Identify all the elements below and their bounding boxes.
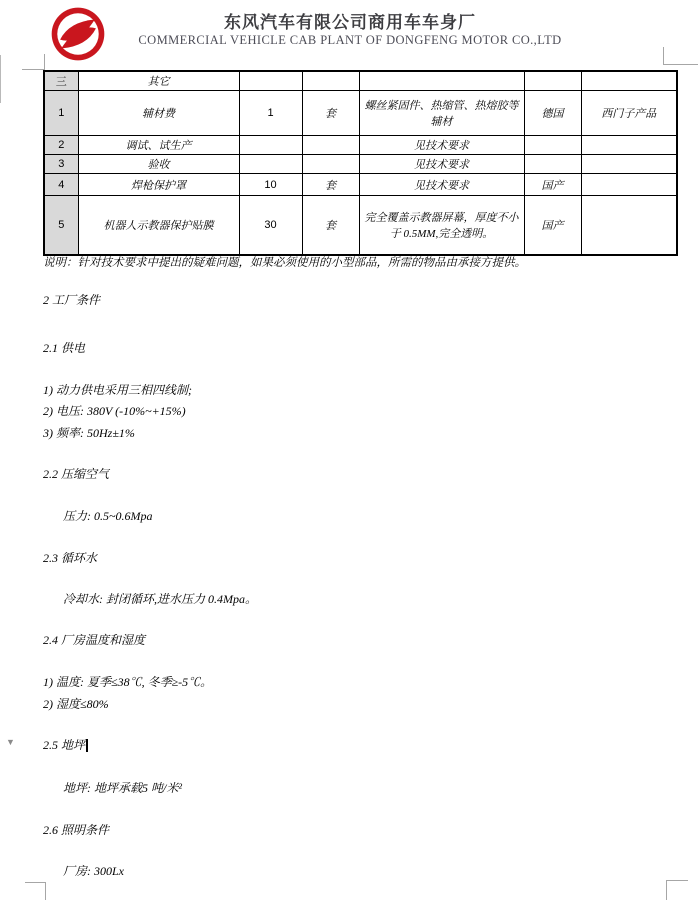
row-desc: 见技术要求 — [359, 174, 524, 196]
row-no: 1 — [44, 91, 78, 136]
power-item-2: 2) 电压: 380V (-10%~+15%) — [43, 404, 186, 418]
company-title-cn: 东风汽车有限公司商用车车身厂 — [224, 13, 476, 32]
row-name: 焊枪保护罩 — [78, 174, 239, 196]
section-2-2-title: 2.2 压缩空气 — [43, 467, 110, 481]
page-corner-mark-top-right — [663, 47, 698, 65]
row-name: 辅材费 — [78, 91, 239, 136]
text-cursor — [86, 739, 88, 752]
row-no: 5 — [44, 196, 78, 255]
company-title-en: COMMERCIAL VEHICLE CAB PLANT OF DONGFENG MOTOR CO.,LTD — [138, 33, 562, 47]
collapse-triangle-icon[interactable]: ▼ — [6, 737, 15, 747]
table-row — [44, 155, 677, 174]
row-origin: 国产 — [524, 174, 581, 196]
table-section-row — [44, 71, 677, 91]
row-name: 机器人示教器保护贴膜 — [78, 196, 239, 255]
row-name: 调试、试生产 — [78, 136, 239, 155]
row-desc: 见技术要求 — [359, 155, 524, 174]
power-item-1: 1) 动力供电采用三相四线制; — [43, 383, 192, 397]
section-2-6-title: 2.6 照明条件 — [43, 823, 110, 837]
row-desc: 螺丝紧固件、热缩管、热熔胶等辅材 — [359, 91, 524, 136]
row-qty: 10 — [239, 174, 302, 196]
section-name-cell: 其它 — [78, 71, 239, 91]
table-row — [44, 91, 677, 136]
materials-table — [43, 70, 678, 256]
section-2-1-title: 2.1 供电 — [43, 341, 86, 355]
row-no: 3 — [44, 155, 78, 174]
temperature-item: 1) 温度: 夏季≤38℃, 冬季≥-5℃。 — [43, 675, 213, 689]
page-corner-mark-bottom-left — [25, 882, 46, 900]
section-index-cell: 三 — [44, 71, 78, 91]
page-corner-mark-bottom-right — [666, 880, 688, 900]
row-no: 2 — [44, 136, 78, 155]
row-qty: 1 — [239, 91, 302, 136]
section-2-5-title: 2.5 地坪 — [43, 736, 88, 753]
row-qty: 30 — [239, 196, 302, 255]
table-row — [44, 196, 677, 255]
row-remark: 西门子产品 — [581, 91, 677, 136]
power-item-3: 3) 频率: 50Hz±1% — [43, 426, 135, 440]
row-name: 验收 — [78, 155, 239, 174]
floor-load-text: 地坪: 地坪承载5 吨/米² — [63, 781, 182, 795]
row-unit: 套 — [302, 91, 359, 136]
section-2-4-title: 2.4 厂房温度和湿度 — [43, 633, 146, 647]
row-origin: 国产 — [524, 196, 581, 255]
table-row — [44, 174, 677, 196]
table-note: 说明：针对技术要求中提出的疑难问题，如果必须使用的小型部品，所需的物品由承接方提供。 — [43, 257, 526, 269]
air-pressure-text: 压力: 0.5~0.6Mpa — [63, 509, 153, 523]
lighting-text: 厂房: 300Lx — [63, 864, 124, 878]
page-edge-line — [0, 55, 1, 103]
page-corner-mark-top-left — [22, 54, 45, 70]
row-desc: 完全覆盖示教器屏幕，厚度不小于 0.5MM,完全透明。 — [359, 196, 524, 255]
row-unit: 套 — [302, 196, 359, 255]
section-2-3-title: 2.3 循环水 — [43, 551, 98, 565]
table-row — [44, 136, 677, 155]
section-2-title: 2 工厂条件 — [43, 293, 101, 307]
cooling-water-text: 冷却水: 封闭循环,进水压力 0.4Mpa。 — [63, 592, 257, 606]
row-no: 4 — [44, 174, 78, 196]
row-desc: 见技术要求 — [359, 136, 524, 155]
row-origin: 德国 — [524, 91, 581, 136]
humidity-item: 2) 湿度≤80% — [43, 697, 109, 711]
row-unit: 套 — [302, 174, 359, 196]
